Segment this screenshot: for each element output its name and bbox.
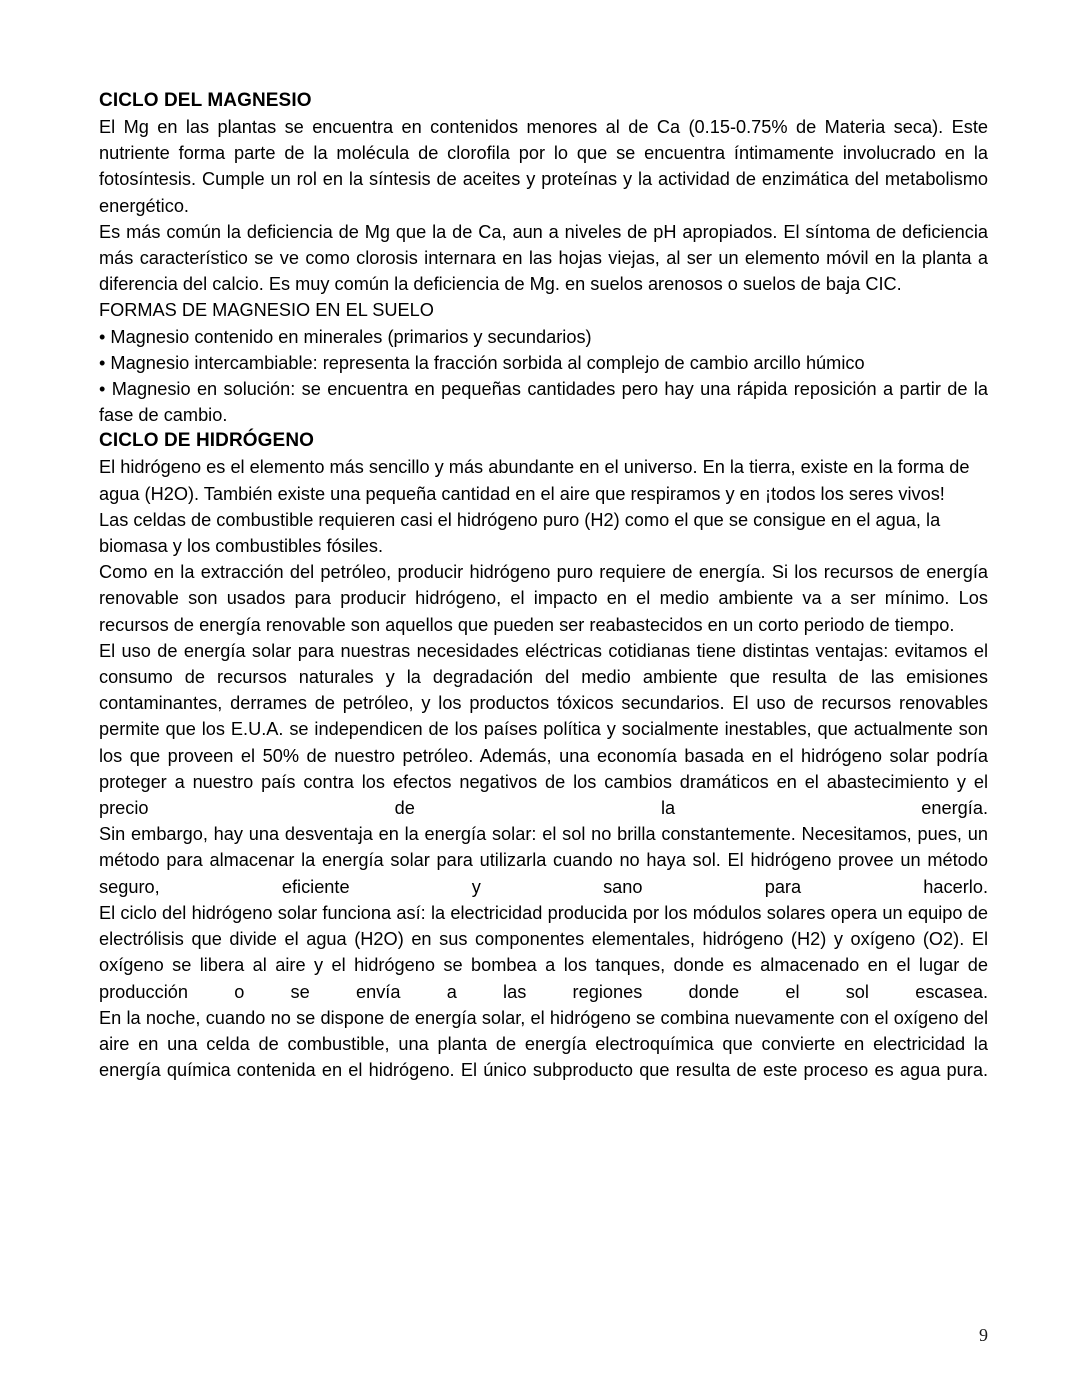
paragraph-hidrogeno-intro-1: El hidrógeno es el elemento más sencillo y más abundante en el universo. En la tierra, existe en la forma de agua (H2O). También existe una pequeña cantidad en el aire que respiramos y en ¡todos los seres vivos! — [99, 457, 970, 504]
paragraph-hidrogeno-extraccion: Como en la extracción del petróleo, producir hidrógeno puro requiere de energía. Si los recursos de energía renovable son usados para producir hidrógeno, el impacto en el medio ambiente va a ser mínimo. Los recursos de energía renovable son aquellos que pueden ser reabastecidos en un corto periodo de tiempo. — [99, 562, 988, 635]
list-item-magnesio-minerales: • Magnesio contenido en minerales (primarios y secundarios) — [99, 326, 592, 347]
document-body — [99, 88, 988, 1083]
paragraph-hidrogeno-intro-2: Las celdas de combustible requieren casi el hidrógeno puro (H2) como el que se consigue en el agua, la biomasa y los combustibles fósiles. — [99, 509, 941, 557]
section-heading-magnesio: CICLO DEL MAGNESIO — [99, 90, 312, 111]
paragraph-magnesio-1: El Mg en las plantas se encuentra en contenidos menores al de Ca (0.15-0.75% de Materia seca). Este nutriente forma parte de la molécula de clorofila por lo que se encuentra íntimamente involucrado en la fotosíntesis. Cumple un rol en la síntesis de aceites y proteínas y la actividad de enzimática del metabolismo energético. — [99, 117, 988, 216]
paragraph-hidrogeno-noche: En la noche, cuando no se dispone de energía solar, el hidrógeno se combina nuevamente con el oxígeno del aire en una celda de combustible, una planta de energía electroquímica que convierte en electricidad la energía química contenida en el hidrógeno. El único subproducto que resulta de este proceso es agua pura. — [99, 1007, 988, 1081]
subheading-formas-de-magnesio: FORMAS DE MAGNESIO EN EL SUELO — [99, 300, 434, 321]
list-item-magnesio-solucion: • Magnesio en solución: se encuentra en pequeñas cantidades pero hay una rápida reposición a partir de la fase de cambio. — [99, 379, 988, 426]
paragraph-hidrogeno-desventaja: Sin embargo, hay una desventaja en la energía solar: el sol no brilla constantemente. Necesitamos, pues, un método para almacenar la energía solar para utilizarla cuando no haya sol. El hidrógeno provee un método seguro, eficiente y sano para hacerlo. — [99, 824, 988, 897]
list-item-magnesio-intercambiable: • Magnesio intercambiable: representa la fracción sorbida al complejo de cambio arcillo húmico — [99, 352, 865, 373]
section-heading-hidrogeno: CICLO DE HIDRÓGENO — [99, 430, 315, 452]
paragraph-hidrogeno-ciclo-solar: El ciclo del hidrógeno solar funciona así: la electricidad producida por los módulos solares opera un equipo de electrólisis que divide el agua (H2O) en sus componentes elementales, hidrógeno (H2) y oxígeno (O2). El oxígeno se libera al aire y el hidrógeno se bombea a los tanques, donde es almacenado en el lugar de producción o se envía a las regiones donde el sol escasea. — [99, 902, 988, 1002]
paragraph-hidrogeno-energia-solar: El uso de energía solar para nuestras necesidades eléctricas cotidianas tiene distintas ventajas: evitamos el consumo de recursos naturales y la degradación del medio ambiente que resulta de las emisiones contaminantes, derrames de petróleo, y los productos tóxicos secundarios. El uso de recursos renovables permite que los E.U.A. se independicen de los países política y socialmente inestables, que actualmente son los que proveen el 50% de nuestro petróleo. Además, una economía basada en el hidrógeno solar podría proteger a nuestro país contra los efectos negativos de los cambios dramáticos en el abastecimiento y el precio de la energía. — [99, 640, 988, 819]
paragraph-magnesio-2: Es más común la deficiencia de Mg que la de Ca, aun a niveles de pH apropiados. El síntoma de deficiencia más característico se ve como clorosis internara en las hojas viejas, al ser un elemento móvil en la planta a diferencia del calcio. Es muy común la deficiencia de Mg. en suelos arenosos o suelos de baja CIC. — [99, 221, 988, 295]
page-number: 9 — [979, 1325, 988, 1345]
